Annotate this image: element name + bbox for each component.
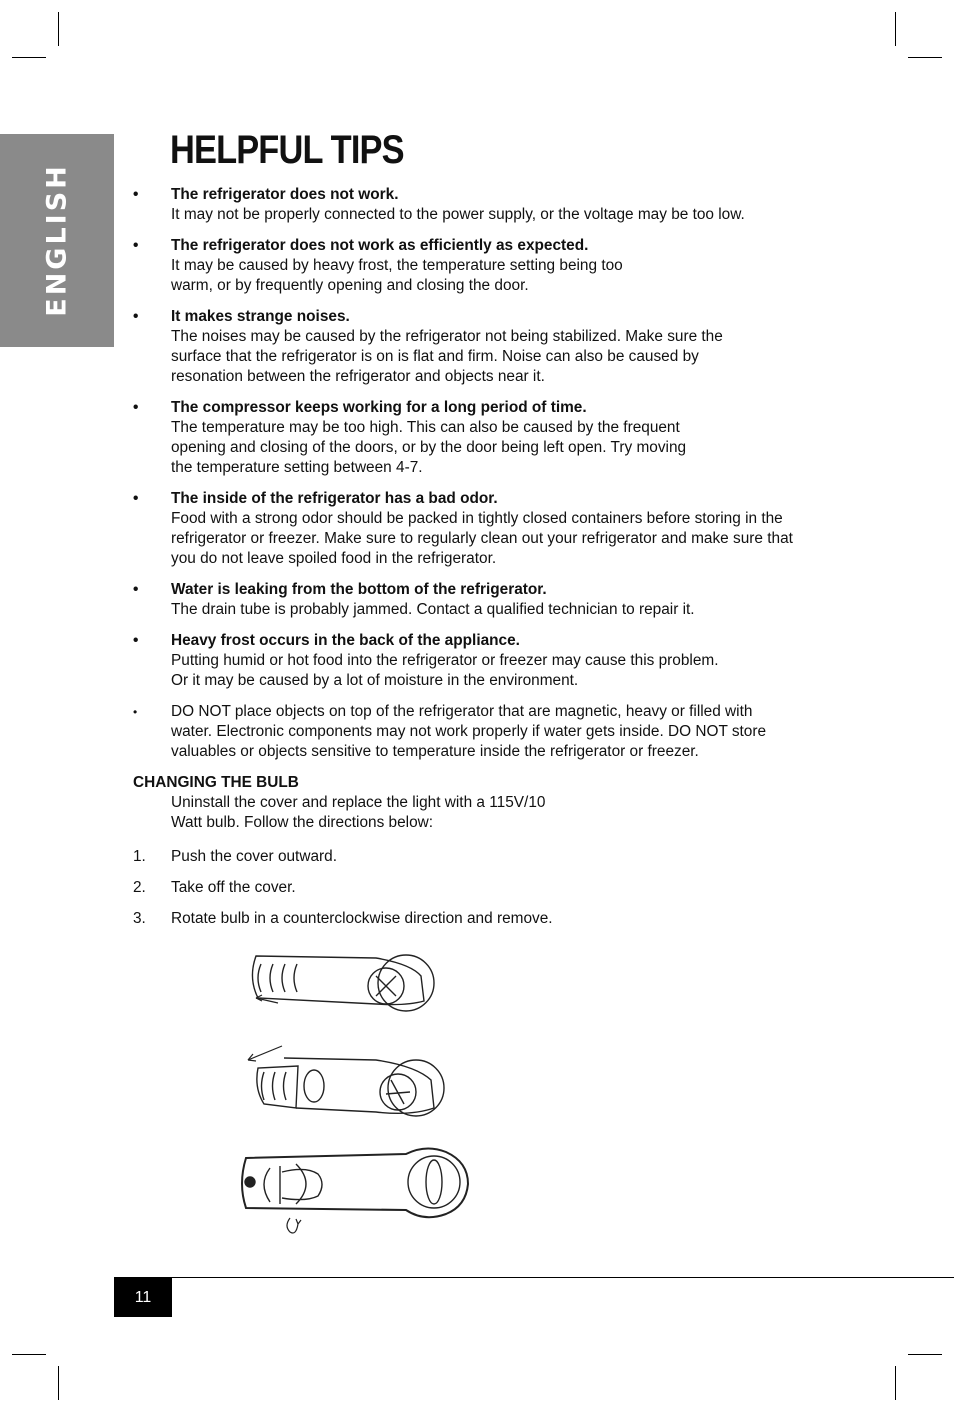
- bullet: •: [133, 186, 139, 203]
- footer-rule: [114, 1277, 954, 1278]
- bullet: •: [133, 705, 138, 719]
- tip-heading: The inside of the refrigerator has a bad odor.: [171, 490, 498, 507]
- tip-item: [133, 307, 746, 387]
- crop-mark: [908, 57, 942, 58]
- crop-mark: [908, 1354, 942, 1355]
- tip-text: It may be caused by heavy frost, the temperature setting being too warm, or by frequently opening and closing the door.: [171, 257, 623, 294]
- step-number: 1.: [133, 848, 146, 865]
- bullet: •: [133, 308, 139, 325]
- crop-mark: [58, 1366, 59, 1400]
- tip-text: Food with a strong odor should be packed in tightly closed containers before storing in the refrigerator or freezer. Make sure to regularly clean out your refrigerator and make sure that you do not leave spoiled food in the refrigerator.: [171, 510, 793, 567]
- section-heading: CHANGING THE BULB: [133, 774, 299, 791]
- tip-item: [133, 398, 701, 478]
- language-tab: [0, 134, 114, 347]
- crop-mark: [12, 1354, 46, 1355]
- step-item: [133, 847, 793, 867]
- crop-mark: [12, 57, 46, 58]
- page-title: HELPFUL TIPS: [170, 128, 404, 172]
- tip-item: [133, 185, 793, 225]
- tip-heading: It makes strange noises.: [171, 308, 350, 325]
- step-item: [133, 909, 793, 929]
- tip-heading: Water is leaking from the bottom of the refrigerator.: [171, 581, 547, 598]
- tip-heading: The compressor keeps working for a long period of time.: [171, 399, 587, 416]
- step-text: Take off the cover.: [171, 879, 296, 896]
- step-number: 2.: [133, 879, 146, 896]
- bullet: •: [133, 399, 139, 416]
- step-text: Push the cover outward.: [171, 848, 337, 865]
- tip-text: It may not be properly connected to the power supply, or the voltage may be too low.: [171, 206, 745, 223]
- tip-text: The temperature may be too high. This can also be caused by the frequent opening and closing of the doors, or by the door being left open. Try moving the temperature setting between 4-7.: [171, 419, 687, 476]
- section-intro: Uninstall the cover and replace the light with a 115V/10 Watt bulb. Follow the directions below:: [171, 794, 546, 831]
- tip-item: [133, 580, 793, 620]
- bullet: •: [133, 581, 139, 598]
- tip-item: [133, 236, 651, 296]
- tip-heading: The refrigerator does not work as efficiently as expected.: [171, 237, 589, 254]
- tip-text: The drain tube is probably jammed. Contact a qualified technician to repair it.: [171, 601, 695, 618]
- crop-mark: [895, 12, 896, 46]
- diagram-push-cover: [252, 955, 434, 1011]
- tip-heading: The refrigerator does not work.: [171, 186, 399, 203]
- bullet: •: [133, 632, 139, 649]
- tip-text: The noises may be caused by the refrigerator not being stabilized. Make sure the surface that the refrigerator is on is flat and firm. Noise can also be caused by resonation between the refrigerator and objects near it.: [171, 328, 723, 385]
- page-number: 11: [114, 1278, 172, 1317]
- tips-content: [133, 185, 793, 940]
- bulb-illustration: [236, 946, 476, 1236]
- diagram-rotate-bulb: [242, 1148, 468, 1233]
- bullet: •: [133, 490, 139, 507]
- tip-item: [133, 489, 811, 569]
- tip-text: Putting humid or hot food into the refrigerator or freezer may cause this problem. Or it may be caused by a lot of moisture in the environment.: [171, 652, 719, 689]
- note-text: DO NOT place objects on top of the refrigerator that are magnetic, heavy or filled with water. Electronic components may not work properly if water gets inside. DO NOT store valuables or objects sensitive to temperature inside the refrigerator or freezer.: [171, 703, 767, 760]
- crop-mark: [58, 12, 59, 46]
- bullet: •: [133, 237, 139, 254]
- tip-item: [133, 631, 731, 691]
- step-item: [133, 878, 793, 898]
- language-tab-label: ENGLISH: [41, 163, 73, 317]
- step-text: Rotate bulb in a counterclockwise direction and remove.: [171, 910, 553, 927]
- diagram-remove-cover: [248, 1046, 444, 1116]
- step-number: 3.: [133, 910, 146, 927]
- crop-mark: [895, 1366, 896, 1400]
- warning-note: [133, 702, 793, 762]
- tip-heading: Heavy frost occurs in the back of the appliance.: [171, 632, 520, 649]
